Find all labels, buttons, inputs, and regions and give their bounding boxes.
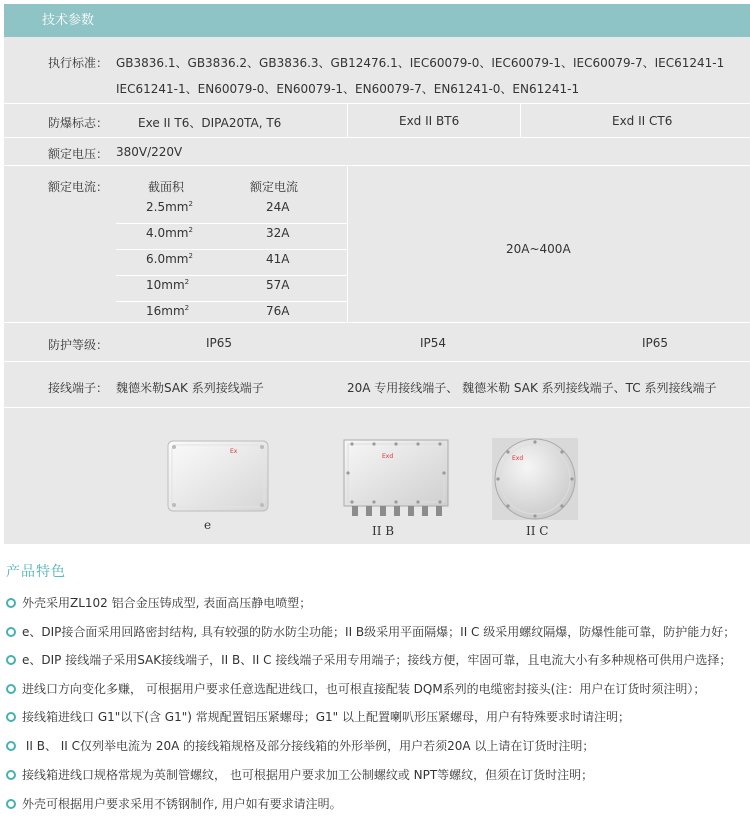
current-row-value: 24A	[266, 200, 290, 214]
area-unit-superscript: 2	[188, 200, 193, 208]
caption-iib: II B	[372, 524, 395, 538]
feature-item	[6, 708, 630, 725]
current-row-area: $10mm^2$	[146, 278, 190, 292]
current-row-area: $6.0mm^2$	[146, 252, 193, 266]
feature-item	[6, 680, 705, 697]
feature-item	[6, 766, 593, 783]
explosion-mark-iib: Exd II BT6	[399, 114, 460, 128]
voltage-value: 380V/220V	[116, 145, 183, 159]
feature-item	[6, 594, 311, 611]
bullet-circle-icon	[6, 712, 16, 722]
current-row-value: 41A	[266, 252, 290, 266]
current-block	[4, 166, 750, 322]
spec-header: 技术参数	[4, 4, 750, 37]
current-label: 额定电流：	[48, 180, 109, 194]
tech-spec-table	[4, 4, 750, 544]
current-row-value: 76A	[266, 304, 290, 318]
standard-row	[4, 37, 750, 104]
standard-line-2: IEC61241-1、EN60079-0、EN60079-1、EN60079-7、EN61241-0、EN61241-1	[116, 82, 580, 96]
current-row-divider	[116, 301, 347, 302]
caption-e: e	[204, 518, 212, 532]
bullet-circle-icon	[6, 741, 16, 751]
protection-iib: IP54	[420, 336, 447, 350]
bullet-circle-icon	[6, 684, 16, 694]
bullet-circle-icon	[6, 627, 16, 637]
feature-text: 进线口方向变化多赚， 可根据用户要求任意选配进线口，也可根直接配装 DQM系列的电缆密封接头(注：用户在订货时须注明）；	[22, 682, 706, 696]
current-row-value: 57A	[266, 278, 290, 292]
terminal-left: 魏德米勒SAK 系列接线端子	[116, 381, 264, 395]
area-unit-superscript: 2	[184, 278, 190, 286]
svg-text:Exd: Exd	[512, 455, 524, 462]
enclosure-iic-photo	[490, 436, 580, 522]
explosion-mark-label: 防爆标志：	[48, 116, 109, 130]
svg-text:Exd: Exd	[382, 453, 394, 460]
area-unit-superscript: 2	[188, 226, 193, 234]
protection-row	[4, 322, 750, 362]
bullet-circle-icon	[6, 598, 16, 608]
current-col-header: 额定电流	[250, 180, 299, 194]
current-row-value: 32A	[266, 226, 290, 240]
voltage-row	[4, 138, 750, 166]
terminal-row	[4, 362, 750, 408]
voltage-label: 额定电压：	[48, 147, 109, 161]
explosion-mark-iic: Exd II CT6	[612, 114, 673, 128]
feature-text: e、DIP接合面采用回路密封结构, 具有较强的防水防尘功能；II B级采用平面隔爆；II C 级采用螺纹隔爆，防爆性能可靠，防护能力好；	[22, 625, 736, 639]
current-row-divider	[116, 275, 347, 276]
feature-text: e、DIP 接线端子采用SAK接线端子，II B、II C 接线端子采用专用端子；接线方便，牢固可靠，且电流大小有多种规格可供用户选择；	[22, 653, 732, 667]
current-row-divider	[116, 223, 347, 224]
terminal-right: 20A 专用接线端子、 魏德米勒 SAK 系列接线端子、TC 系列接线端子	[347, 381, 717, 395]
features-title: 产品特色	[6, 564, 66, 580]
current-row-area: $4.0mm^2$	[146, 226, 193, 240]
svg-text:Ex: Ex	[230, 448, 238, 455]
bullet-circle-icon	[6, 770, 16, 780]
feature-text: 接线箱进线口 G1"以下(含 G1") 常规配置铝压紧螺母；G1" 以上配置喇叭形压紧螺母，用户有特殊要求时请注明；	[22, 710, 630, 724]
feature-text: 外壳可根据用户要求采用不锈钢制作, 用户如有要求请注明。	[22, 797, 342, 811]
explosion-mark-row	[4, 104, 750, 138]
area-unit-superscript: 2	[184, 304, 190, 312]
feature-text: II B、 II C仅列举电流为 20A 的接线箱规格及部分接线箱的外形举例，用户若须20A 以上请在订货时注明；	[22, 739, 595, 753]
current-row-area: $16mm^2$	[146, 304, 190, 318]
standard-line-1: GB3836.1、GB3836.2、GB3836.3、GB12476.1、IEC60079-0、IEC60079-1、IEC60079-7、IEC61241-1	[116, 56, 725, 70]
caption-iic: II C	[526, 524, 549, 538]
protection-label: 防护等级：	[48, 338, 109, 352]
protection-iic: IP65	[642, 336, 669, 350]
feature-item	[6, 651, 731, 668]
current-row-area: $2.5mm^2$	[146, 200, 193, 214]
terminal-label: 接线端子：	[48, 381, 109, 395]
feature-item	[6, 795, 342, 812]
bullet-circle-icon	[6, 799, 16, 809]
feature-item	[6, 737, 594, 754]
feature-item	[6, 623, 735, 640]
enclosure-e-photo	[164, 439, 274, 515]
standard-label: 执行标准：	[48, 56, 109, 70]
enclosure-iib-photo	[338, 434, 454, 524]
area-col-header: 截面积	[148, 180, 185, 194]
explosion-mark-e: Exe II T6、DIPA20TA, T6	[138, 116, 282, 130]
area-unit-superscript: 2	[188, 252, 193, 260]
protection-e: IP65	[206, 336, 233, 350]
feature-text: 接线箱进线口规格常规为英制管螺纹， 也可根据用户要求加工公制螺纹或 NPT等螺纹，但须在订货时注明；	[22, 768, 594, 782]
current-row-divider	[116, 249, 347, 250]
feature-text: 外壳采用ZL102 铝合金压铸成型, 表面高压静电喷塑；	[22, 596, 312, 610]
bullet-circle-icon	[6, 655, 16, 665]
current-range: 20A~400A	[506, 242, 571, 256]
